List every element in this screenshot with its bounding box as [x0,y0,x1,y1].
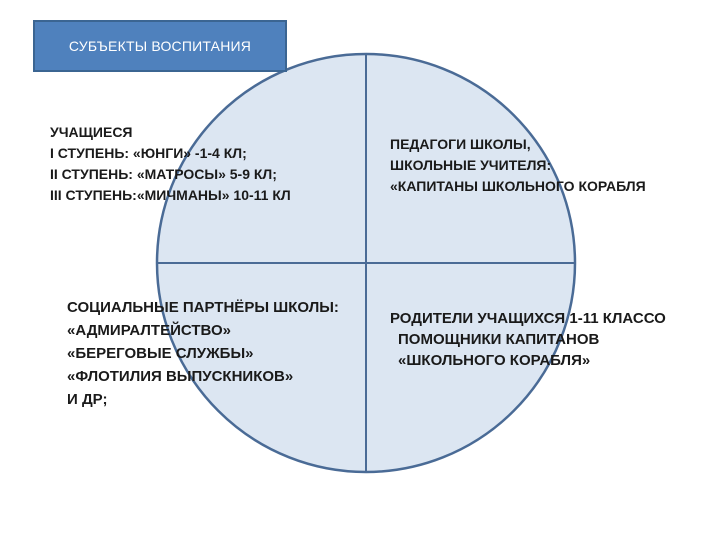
title-text: СУБЪЕКТЫ ВОСПИТАНИЯ [68,38,252,54]
teachers-line-2: ШКОЛЬНЫЕ УЧИТЕЛЯ: [390,157,552,173]
quadrant-bottom-right [390,308,720,371]
partners-heading: СОЦИАЛЬНЫЕ ПАРТНЁРЫ ШКОЛЫ: [67,299,339,316]
partner-item: «АДМИРАЛТЕЙСТВО» [67,322,231,339]
parents-line-3: «ШКОЛЬНОГО КОРАБЛЯ» [398,352,591,369]
parents-heading: РОДИТЕЛИ УЧАЩИХСЯ 1-11 КЛАССО [390,310,666,327]
teachers-line-3: «КАПИТАНЫ ШКОЛЬНОГО КОРАБЛЯ [390,178,646,194]
quadrant-top-right [390,134,646,197]
level-2-line: II СТУПЕНЬ: «МАТРОСЫ» 5-9 КЛ; [50,166,277,182]
teachers-heading: ПЕДАГОГИ ШКОЛЫ, [390,136,531,152]
partner-item: «БЕРЕГОВЫЕ СЛУЖБЫ» [67,345,254,362]
partner-item: И ДР; [67,391,108,408]
title-box [33,20,287,72]
quadrant-bottom-left [67,296,339,411]
students-heading: УЧАЩИЕСЯ [50,124,133,140]
parents-line-2: ПОМОЩНИКИ КАПИТАНОВ [398,331,600,348]
partner-item: «ФЛОТИЛИЯ ВЫПУСКНИКОВ» [67,368,294,385]
level-1-line: I СТУПЕНЬ: «ЮНГИ» -1-4 КЛ; [50,145,247,161]
quadrant-top-left [50,122,291,206]
level-3-line: III СТУПЕНЬ:«МИЧМАНЫ» 10-11 КЛ [50,187,291,203]
